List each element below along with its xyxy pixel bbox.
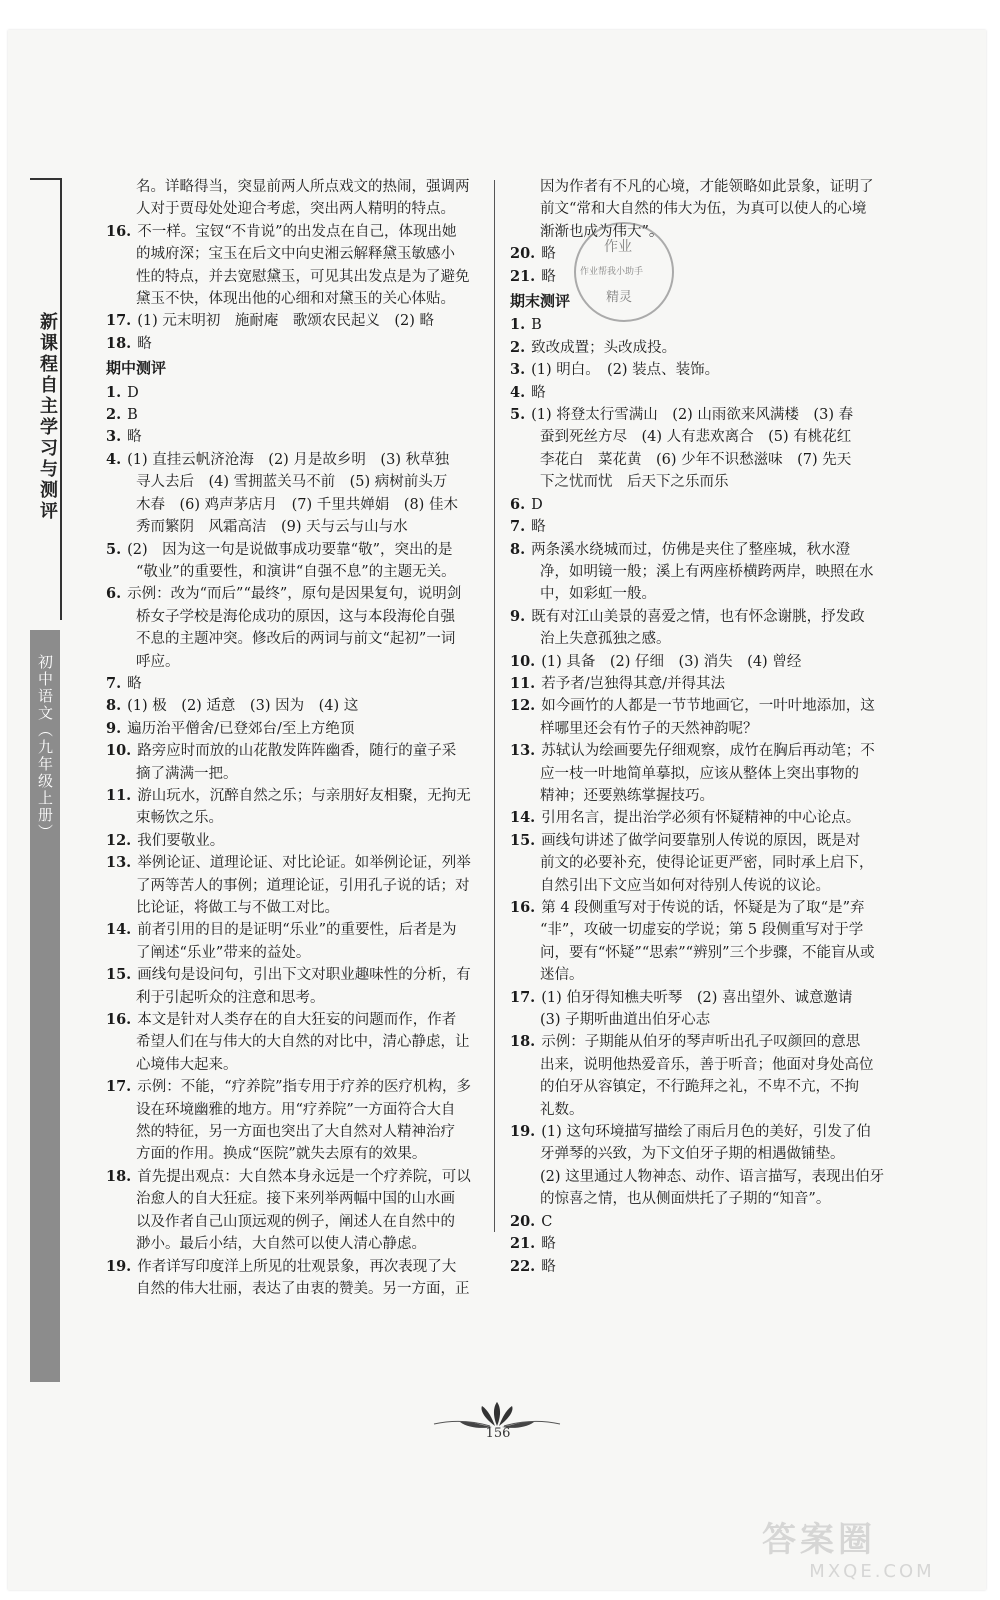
answer-text: 设在环境幽雅的地方。用“疗养院”一方面符合大自 — [136, 1101, 456, 1118]
answer-line — [510, 1256, 895, 1278]
question-number: 1. — [106, 383, 122, 401]
question-number: 13. — [510, 742, 536, 760]
answer-text: 下之忧而忧 后天下之乐而乐 — [540, 474, 729, 491]
answer-line — [510, 583, 895, 605]
answer-text: 治愈人的自大狂症。接下来列举两幅中国的山水画 — [136, 1191, 455, 1208]
question-number: 2. — [510, 338, 526, 356]
answer-line — [510, 266, 895, 288]
question-number: 10. — [106, 742, 132, 760]
answer-text: 摘了满满一把。 — [136, 765, 238, 782]
answer-line — [510, 471, 895, 493]
answer-text: 示例：不能，“疗养院”指专用于疗养的医疗机构，多 — [137, 1079, 472, 1096]
answer-text: 呼应。 — [136, 653, 180, 670]
question-number: 19. — [510, 1123, 536, 1141]
answer-line — [106, 288, 484, 310]
answer-line — [510, 785, 895, 807]
question-number: 6. — [106, 585, 122, 603]
question-number: 1. — [510, 316, 526, 334]
answer-text: 的惊喜之情，也从侧面烘托了子期的“知音”。 — [540, 1191, 831, 1208]
question-number: 16. — [106, 1011, 132, 1029]
question-number: 11. — [106, 786, 132, 804]
answer-text: 不一样。宝钗“不肯说”的出发点在自己，体现出她 — [137, 223, 457, 240]
answer-line — [106, 561, 484, 583]
answer-text: 人对于贾母处处迎合考虑，突出两人精明的特点。 — [136, 201, 455, 218]
answer-text: D — [127, 384, 139, 401]
answer-line — [106, 1031, 484, 1053]
answer-line — [106, 243, 484, 265]
answer-line — [510, 494, 895, 516]
answer-text: 自然引出下文应当如何对待别人传说的议论。 — [540, 877, 830, 894]
question-number: 18. — [106, 334, 132, 352]
answer-text: 寻人去后 (4) 雪拥蓝关马不前 (5) 病树前头万 — [136, 474, 448, 491]
answer-line — [510, 426, 895, 448]
stamp-text-1: 作业 — [604, 239, 632, 255]
answer-line — [106, 1099, 484, 1121]
answer-text: 性的特点，并去宽慰黛玉，可见其出发点是为了避免 — [136, 268, 470, 285]
answer-text: 作者详写印度洋上所见的壮观景象，再次表现了大 — [137, 1258, 457, 1275]
answer-text: 净，如明镜一般；溪上有两座桥横跨两岸，映照在水 — [540, 563, 874, 580]
seal-stamp — [574, 222, 674, 322]
question-number: 21. — [510, 1235, 536, 1253]
answer-line — [106, 333, 484, 355]
answer-text: 了阐述“乐业”带来的益处。 — [136, 944, 311, 961]
answer-text: (1) 这句环境描写描绘了雨后月色的美好，引发了伯 — [541, 1124, 871, 1141]
answer-text: 路旁应时而放的山花散发阵阵幽香，随行的童子采 — [137, 743, 457, 760]
stamp-text-3: 精灵 — [606, 290, 633, 305]
series-title: 新课程自主学习与测评 — [37, 312, 58, 522]
answer-text: 前文“常和大自然的伟大为伍，为真可以使人的心境 — [540, 201, 867, 218]
answer-text: 了两等苦人的事例；道理论证，引用孔子说的话；对 — [136, 877, 470, 894]
question-number: 6. — [510, 495, 526, 513]
question-number: 7. — [106, 674, 122, 692]
left-answer-column — [106, 176, 484, 1300]
answer-text: 若予者/岂独得其意/并得其法 — [541, 675, 726, 692]
answer-text: (1) 极 (2) 适意 (3) 因为 (4) 这 — [127, 698, 359, 715]
answer-line — [510, 1211, 895, 1233]
answer-line — [510, 1233, 895, 1255]
answer-text: (1) 元末明初 施耐庵 歌颂农民起义 (2) 略 — [137, 313, 435, 330]
answer-text: 蚕到死丝方尽 (4) 人有悲欢离合 (5) 有桃花红 — [540, 429, 852, 446]
answer-line — [510, 740, 895, 762]
answer-line — [106, 1166, 484, 1188]
answer-text: 桥女子学校是海伦成功的原因，这与本段海伦自强 — [136, 608, 455, 625]
answer-line — [510, 539, 895, 561]
answer-text: (1) 伯牙得知樵夫听琴 (2) 喜出望外、诚意邀请 — [541, 989, 853, 1006]
answer-line — [510, 1188, 895, 1210]
answer-text: (1) 将登太行雪满山 (2) 山雨欲来风满楼 (3) 春 — [531, 407, 854, 424]
answer-line — [510, 763, 895, 785]
question-number: 2. — [106, 406, 122, 424]
answer-line — [510, 628, 895, 650]
question-number: 14. — [106, 921, 132, 939]
answer-text: 本文是针对人类存在的自大狂妄的问题而作，作者 — [137, 1012, 457, 1029]
answer-line — [106, 785, 484, 807]
answer-text: 秀而繁阴 风霜高洁 (9) 天与云与山与水 — [136, 519, 408, 536]
answer-line — [510, 359, 895, 381]
question-number: 4. — [106, 450, 122, 468]
answer-text: 束畅饮之乐。 — [136, 810, 223, 827]
answer-line — [510, 673, 895, 695]
answer-text: (1) 直挂云帆济沧海 (2) 月是故乡明 (3) 秋草独 — [127, 451, 450, 468]
page-number: 156 — [485, 1426, 511, 1441]
watermark-logo-text: 答案圈 — [762, 1520, 876, 1560]
question-number: 11. — [510, 674, 536, 692]
answer-text: 出来，说明他热爱音乐，善于听音；他面对身处高位 — [540, 1056, 874, 1073]
answer-text: 问，要有“怀疑”“思索”“辨别”三个步骤，不能盲从或 — [540, 944, 875, 961]
answer-text: 举例论证、道理论证、对比论证。如举例论证，列举 — [137, 855, 471, 872]
question-number: 17. — [510, 988, 536, 1006]
answer-text: 略 — [531, 519, 546, 536]
answer-text: 画线句是设问句，引出下文对职业趣味性的分析，有 — [137, 967, 471, 984]
question-number: 19. — [106, 1257, 132, 1275]
answer-text: 方面的作用。换成“医院”就失去原有的效果。 — [136, 1146, 427, 1163]
question-number: 20. — [510, 245, 536, 263]
answer-text: (1) 明白。 (2) 装点、装饰。 — [531, 362, 720, 379]
question-number: 16. — [510, 899, 536, 916]
answer-text: 礼数。 — [540, 1101, 584, 1118]
answer-line — [106, 740, 484, 762]
answer-text: B — [127, 407, 138, 424]
answer-text: 渺小。最后小结，大自然可以使人清心静虑。 — [136, 1236, 426, 1253]
answer-line — [106, 1211, 484, 1233]
answer-text: 样哪里还会有竹子的天然神韵呢？ — [540, 720, 758, 737]
answer-line — [510, 314, 895, 336]
answer-text: 应一枝一叶地简单摹拟，应该从整体上突出事物的 — [540, 765, 859, 782]
answer-line — [106, 1076, 484, 1098]
answer-line — [106, 539, 484, 561]
series-title-bar — [30, 178, 62, 620]
answer-line — [106, 875, 484, 897]
answer-text: 希望人们在与伟大的大自然的对比中，清心静虑，让 — [136, 1034, 470, 1051]
answer-text: 的城府深；宝玉在后文中向史湘云解释黛玉敏感小 — [136, 246, 455, 263]
answer-text: 如今画竹的人都是一节节地画它，一叶叶地添加，这 — [541, 698, 875, 715]
answer-line — [510, 449, 895, 471]
question-number: 15. — [510, 831, 536, 849]
answer-line — [510, 1099, 895, 1121]
answer-text: 迷信。 — [540, 967, 584, 984]
answer-text: 渐渐也成为伟大”。 — [540, 223, 664, 240]
answer-line — [510, 198, 895, 220]
answer-line — [510, 1143, 895, 1165]
answer-text: 然的特征，另一方面也突出了大自然对人精神治疗 — [136, 1124, 455, 1141]
answer-text: (2) 这里通过人物神态、动作、语言描写，表现出伯牙 — [540, 1168, 885, 1185]
answer-line — [106, 1121, 484, 1143]
question-number: 14. — [510, 809, 536, 827]
answer-line — [510, 1121, 895, 1143]
stamp-text-2: 作业帮我小助手 — [580, 267, 644, 277]
question-number: 12. — [510, 697, 536, 715]
question-number: 21. — [510, 267, 536, 285]
answer-line — [510, 243, 895, 265]
answer-text: (2) 因为这一句是说做事成功要靠“敬”，突出的是 — [127, 541, 453, 558]
answer-line — [510, 875, 895, 897]
question-number: 10. — [510, 652, 536, 670]
answer-line — [106, 1256, 484, 1278]
answer-text: B — [531, 317, 542, 334]
answer-line — [510, 176, 895, 198]
answer-line — [106, 695, 484, 717]
answer-text: 前文的必要补充，使得论证更严密，同时承上启下， — [540, 855, 874, 872]
answer-text: 示例：改为“而后”“最终”，原句是因果复句，说明剑 — [127, 586, 462, 603]
answer-line — [510, 516, 895, 538]
answer-text: 第 4 段侧重写对于传说的话，怀疑是为了取“是”弃 — [541, 900, 865, 916]
question-number: 7. — [510, 518, 526, 536]
answer-line — [510, 1054, 895, 1076]
question-number: 8. — [510, 540, 526, 558]
answer-text: 致改成置；头改成投。 — [531, 339, 677, 356]
answer-line — [106, 494, 484, 516]
question-number: 20. — [510, 1212, 536, 1230]
answer-line — [510, 606, 895, 628]
answer-line — [510, 1031, 895, 1053]
question-number: 13. — [106, 854, 132, 872]
answer-text: 略 — [137, 335, 152, 352]
answer-line — [510, 561, 895, 583]
answer-line — [510, 1166, 895, 1188]
answer-text: (3) 子期听曲道出伯牙心志 — [540, 1012, 711, 1029]
section-heading: 期末测评 — [510, 292, 571, 311]
answer-line — [106, 606, 484, 628]
answer-text: 略 — [127, 675, 142, 692]
answer-line — [510, 718, 895, 740]
answer-line — [510, 221, 895, 243]
answer-text: 比论证，将做工与不做工对比。 — [136, 900, 339, 916]
subject-label: 初中语文（九年级上册） — [36, 654, 54, 841]
question-number: 18. — [106, 1167, 132, 1185]
answer-text: 以及作者自己山顶远观的例子，阐述人在自然中的 — [136, 1213, 455, 1230]
answer-line — [106, 404, 484, 426]
answer-text: 利于引起听众的注意和思考。 — [136, 989, 325, 1006]
answer-line — [106, 1233, 484, 1255]
answer-line — [106, 1278, 484, 1300]
answer-line — [510, 807, 895, 829]
answer-text: 木春 (6) 鸡声茅店月 (7) 千里共婵娟 (8) 佳木 — [136, 496, 458, 513]
answer-text: 心境伟大起来。 — [136, 1056, 238, 1073]
answer-line — [106, 964, 484, 986]
answer-line — [510, 897, 895, 919]
answer-line — [106, 1009, 484, 1031]
question-number: 9. — [510, 607, 526, 625]
answer-line — [510, 830, 895, 852]
answer-line — [106, 852, 484, 874]
answer-text: 游山玩水，沉醉自然之乐；与亲朋好友相聚，无拘无 — [137, 787, 471, 804]
answer-text: 李花白 菜花黄 (6) 少年不识愁滋味 (7) 先天 — [540, 451, 852, 468]
answer-text: 略 — [541, 246, 556, 263]
answer-line — [510, 337, 895, 359]
answer-line — [106, 449, 484, 471]
answer-text: 遍历治平僧舍/已登郊台/至上方绝顶 — [127, 720, 355, 737]
answer-line — [510, 964, 895, 986]
answer-text: 略 — [541, 268, 556, 285]
question-number: 15. — [106, 966, 132, 984]
answer-text: 中，如彩虹一般。 — [540, 586, 656, 603]
answer-text: 我们要敬业。 — [137, 832, 225, 849]
question-number: 5. — [510, 406, 526, 424]
answer-text: 自然的伟大壮丽，表达了由衷的赞美。另一方面，正 — [136, 1280, 470, 1297]
answer-line — [510, 852, 895, 874]
answer-line — [106, 919, 484, 941]
answer-text: D — [531, 496, 543, 513]
right-answer-column — [510, 176, 895, 1278]
answer-line — [510, 404, 895, 426]
answer-text: 引用名言，提出治学必须有怀疑精神的中心论点。 — [541, 810, 861, 827]
answer-text: (1) 具备 (2) 仔细 (3) 消失 (4) 曾经 — [541, 653, 802, 670]
answer-text: 名。详略得当，突显前两人所点戏文的热闹，强调两 — [136, 179, 470, 195]
answer-line — [106, 1188, 484, 1210]
question-number: 9. — [106, 719, 122, 737]
answer-text: 两条溪水绕城而过，仿佛是夹住了整座城，秋水澄 — [531, 541, 851, 558]
column-divider — [494, 180, 495, 1232]
answer-text: 略 — [127, 429, 142, 446]
answer-line — [510, 919, 895, 941]
answer-line — [106, 382, 484, 404]
answer-line — [510, 942, 895, 964]
answer-line — [106, 471, 484, 493]
answer-text: 首先提出观点：大自然本身永远是一个疗养院，可以 — [137, 1168, 471, 1185]
answer-line — [106, 221, 484, 243]
question-number: 3. — [510, 361, 526, 379]
answer-line — [106, 718, 484, 740]
answer-text: 精神；还要熟练掌握技巧。 — [540, 787, 714, 804]
answer-line — [106, 942, 484, 964]
answer-line — [106, 1143, 484, 1165]
question-number: 22. — [510, 1257, 536, 1275]
answer-text: 略 — [531, 384, 546, 401]
site-watermark — [762, 1512, 982, 1582]
answer-text: 略 — [541, 1258, 556, 1275]
question-number: 17. — [106, 1078, 132, 1096]
answer-line — [510, 695, 895, 717]
answer-text: 的伯牙从容镇定，不行跪拜之礼，不卑不亢，不拘 — [540, 1079, 859, 1096]
answer-line — [106, 310, 484, 332]
answer-line — [106, 807, 484, 829]
answer-line — [510, 1009, 895, 1031]
answer-line — [106, 516, 484, 538]
answer-line — [106, 198, 484, 220]
answer-line — [106, 1054, 484, 1076]
answer-line — [106, 176, 484, 198]
answer-text: 黛玉不快，体现出他的心细和对黛玉的关心体贴。 — [136, 291, 455, 308]
answer-line — [106, 987, 484, 1009]
question-number: 3. — [106, 428, 122, 446]
answer-text: C — [541, 1213, 553, 1230]
answer-line — [106, 583, 484, 605]
question-number: 16. — [106, 222, 132, 240]
answer-line — [106, 628, 484, 650]
question-number: 8. — [106, 697, 122, 715]
answer-text: “非”，攻破一切虚妄的学说；第 5 段侧重写对于学 — [540, 922, 864, 939]
answer-line — [510, 987, 895, 1009]
answer-text: 牙弹琴的兴致，为下文伯牙子期的相遇做铺垫。 — [540, 1146, 845, 1163]
answer-line — [106, 897, 484, 919]
answer-text: 略 — [541, 1236, 556, 1253]
answer-text: 画线句讲述了做学问要靠别人传说的原因，既是对 — [541, 832, 861, 849]
answer-line — [106, 426, 484, 448]
answer-text: 示例：子期能从伯牙的琴声听出孔子叹颜回的意思 — [541, 1034, 861, 1051]
answer-line — [106, 673, 484, 695]
question-number: 17. — [106, 312, 132, 330]
subject-band — [30, 630, 60, 1382]
answer-text: “敬业”的重要性，和演讲“自强不息”的主题无关。 — [136, 563, 456, 580]
answer-line — [510, 651, 895, 673]
watermark-url: MXQE.COM — [809, 1561, 935, 1582]
question-number: 18. — [510, 1033, 536, 1051]
answer-line — [106, 830, 484, 852]
answer-text: 治上失意孤独之感。 — [540, 631, 671, 648]
answer-line — [510, 1076, 895, 1098]
answer-text: 因为作者有不凡的心境，才能领略如此景象，证明了 — [540, 179, 874, 195]
answer-line — [106, 651, 484, 673]
section-heading: 期中测评 — [106, 359, 167, 378]
question-number: 4. — [510, 383, 526, 401]
answer-line — [510, 382, 895, 404]
answer-line — [106, 763, 484, 785]
answer-line — [106, 266, 484, 288]
answer-text: 苏轼认为绘画要先仔细观察，成竹在胸后再动笔；不 — [541, 743, 875, 760]
question-number: 5. — [106, 540, 122, 558]
answer-text: 不息的主题冲突。修改后的两词与前文“起初”一词 — [136, 631, 456, 648]
answer-text: 前者引用的目的是证明“乐业”的重要性，后者是为 — [137, 922, 457, 939]
question-number: 12. — [106, 831, 132, 849]
answer-text: 既有对江山美景的喜爱之情，也有怀念谢朓，抒发政 — [531, 608, 865, 625]
